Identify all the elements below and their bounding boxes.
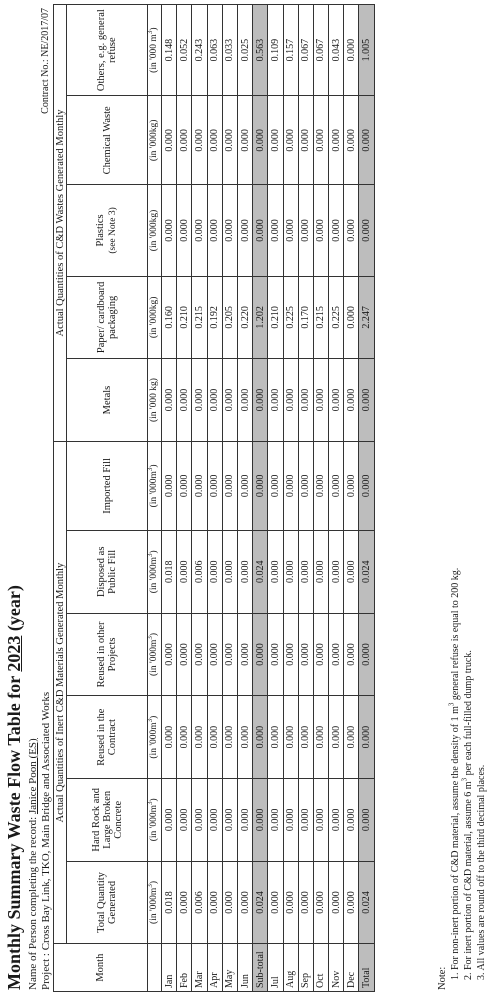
value-cell: 0.225 <box>329 276 344 359</box>
month-cell: Mar <box>192 944 207 992</box>
value-cell: 0.000 <box>207 359 222 442</box>
month-cell: Jul <box>268 944 283 992</box>
value-cell: 0.000 <box>237 96 252 185</box>
value-cell: 0.000 <box>298 861 313 944</box>
table-row <box>344 5 359 992</box>
value-cell: 0.563 <box>253 5 268 96</box>
value-cell: 0.000 <box>207 530 222 613</box>
unit-cell-blank <box>148 944 162 992</box>
value-cell: 0.052 <box>177 5 192 96</box>
value-cell: 0.243 <box>192 5 207 96</box>
value-cell: 0.000 <box>283 441 298 530</box>
value-cell: 0.000 <box>298 96 313 185</box>
value-cell: 0.000 <box>298 530 313 613</box>
value-cell: 0.000 <box>237 185 252 276</box>
group-inert-materials: Actual Quantities of Inert C&D Materials Generated Monthly <box>54 441 67 943</box>
value-cell: 0.000 <box>344 96 359 185</box>
value-cell: 0.000 <box>237 359 252 442</box>
unit-cell: (in '$000m^3$) <box>148 441 162 530</box>
value-cell: 0.000 <box>298 696 313 779</box>
value-cell: 0.000 <box>207 861 222 944</box>
value-cell: 0.024 <box>359 530 374 613</box>
value-cell: 0.000 <box>283 696 298 779</box>
value-cell: 0.000 <box>359 185 374 276</box>
unit-cell: (in '000kg) <box>148 96 162 185</box>
table-row <box>298 5 313 992</box>
month-cell: Oct <box>313 944 328 992</box>
unit-row <box>148 5 162 992</box>
unit-cell: (in '$000m^3$) <box>148 861 162 944</box>
value-cell: 0.000 <box>329 96 344 185</box>
value-cell: 0.018 <box>162 861 177 944</box>
value-cell: 0.000 <box>207 613 222 696</box>
value-cell: 2.247 <box>359 276 374 359</box>
value-cell: 0.000 <box>329 778 344 861</box>
plastics-note: (see Note 3) <box>108 207 118 254</box>
value-cell: 0.000 <box>253 185 268 276</box>
value-cell: 0.067 <box>298 5 313 96</box>
value-cell: 0.000 <box>359 778 374 861</box>
notes <box>436 568 488 990</box>
value-cell: 0.006 <box>192 530 207 613</box>
value-cell: 0.000 <box>237 861 252 944</box>
value-cell: 0.215 <box>313 276 328 359</box>
header-others: Others, e.g. general refuse <box>67 5 148 96</box>
value-cell: 0.000 <box>283 185 298 276</box>
value-cell: 0.024 <box>253 530 268 613</box>
value-cell: 0.000 <box>177 185 192 276</box>
value-cell: 0.000 <box>359 613 374 696</box>
month-cell: Aug <box>283 944 298 992</box>
value-cell: 0.000 <box>207 185 222 276</box>
value-cell: 0.000 <box>207 441 222 530</box>
table-row <box>283 5 298 992</box>
value-cell: 0.000 <box>329 359 344 442</box>
value-cell: 0.000 <box>283 613 298 696</box>
value-cell: 0.000 <box>313 530 328 613</box>
value-cell: 0.000 <box>222 778 237 861</box>
value-cell: 0.000 <box>268 613 283 696</box>
header-metals: Metals <box>67 359 148 442</box>
unit-cell: (in '$000m^3$) <box>148 613 162 696</box>
note-1: 1. For non-inert portion of C&D material, assume the density of 1 $m^3$ general refuse is equal to 200 kg. <box>447 567 461 980</box>
month-cell: Sep <box>298 944 313 992</box>
value-cell: 0.000 <box>237 441 252 530</box>
month-cell: Jun <box>237 944 252 992</box>
value-cell: 0.000 <box>313 613 328 696</box>
value-cell: 0.000 <box>313 96 328 185</box>
table-row <box>313 5 328 992</box>
value-cell: 0.000 <box>207 778 222 861</box>
month-cell: Total <box>359 944 374 992</box>
table-row <box>237 5 252 992</box>
contract-number: Contract No.: NE/2017/07 <box>40 8 51 114</box>
value-cell: 0.160 <box>162 276 177 359</box>
person-name: Janice Poon (ES) <box>27 738 39 815</box>
value-cell: 0.000 <box>344 276 359 359</box>
month-cell: Dec <box>344 944 359 992</box>
month-cell: Apr <box>207 944 222 992</box>
value-cell: 0.000 <box>222 96 237 185</box>
value-cell: 0.000 <box>344 5 359 96</box>
value-cell: 0.000 <box>162 359 177 442</box>
month-cell: Sub-total <box>253 944 268 992</box>
value-cell: 0.000 <box>283 530 298 613</box>
value-cell: 0.000 <box>192 613 207 696</box>
value-cell: 0.000 <box>329 441 344 530</box>
value-cell: 0.192 <box>207 276 222 359</box>
value-cell: 0.000 <box>344 861 359 944</box>
value-cell: 1.202 <box>253 276 268 359</box>
value-cell: 0.000 <box>162 96 177 185</box>
value-cell: 0.000 <box>162 441 177 530</box>
value-cell: 0.000 <box>253 696 268 779</box>
value-cell: 0.000 <box>192 359 207 442</box>
value-cell: 0.000 <box>313 185 328 276</box>
value-cell: 0.000 <box>283 359 298 442</box>
value-cell: 0.000 <box>298 441 313 530</box>
total-row <box>359 5 374 992</box>
table-row <box>177 5 192 992</box>
header-public-fill: Disposed as Public Fill <box>67 530 148 613</box>
value-cell: 0.170 <box>298 276 313 359</box>
value-cell: 0.000 <box>313 696 328 779</box>
value-cell: 0.000 <box>192 96 207 185</box>
unit-cell: (in '000 kg) <box>148 359 162 442</box>
value-cell: 0.210 <box>268 276 283 359</box>
value-cell: 0.000 <box>298 185 313 276</box>
value-cell: 0.033 <box>222 5 237 96</box>
value-cell: 0.000 <box>359 359 374 442</box>
unit-cell: (in '$000m^3$) <box>148 530 162 613</box>
unit-cell: (in '000kg) <box>148 276 162 359</box>
value-cell: 0.000 <box>359 696 374 779</box>
value-cell: 0.000 <box>207 696 222 779</box>
value-cell: 0.157 <box>283 5 298 96</box>
month-cell: Feb <box>177 944 192 992</box>
value-cell: 0.000 <box>253 359 268 442</box>
value-cell: 0.018 <box>162 530 177 613</box>
value-cell: 0.000 <box>268 96 283 185</box>
header-reused-contract: Reused in the Contract <box>67 696 148 779</box>
subtotal-row <box>253 5 268 992</box>
value-cell: 0.000 <box>359 441 374 530</box>
value-cell: 0.000 <box>283 861 298 944</box>
value-cell: 0.000 <box>162 613 177 696</box>
value-cell: 0.000 <box>298 778 313 861</box>
value-cell: 0.000 <box>253 778 268 861</box>
group-cd-wastes: Actual Quantities of C&D Wastes Generated Monthly <box>54 5 67 442</box>
value-cell: 0.000 <box>313 861 328 944</box>
value-cell: 0.000 <box>207 96 222 185</box>
value-cell: 0.000 <box>237 530 252 613</box>
value-cell: 0.000 <box>268 530 283 613</box>
value-cell: 0.024 <box>253 861 268 944</box>
value-cell: 0.000 <box>344 778 359 861</box>
value-cell: 0.000 <box>222 359 237 442</box>
value-cell: 0.000 <box>162 185 177 276</box>
value-cell: 0.210 <box>177 276 192 359</box>
value-cell: 0.000 <box>253 441 268 530</box>
value-cell: 0.215 <box>192 276 207 359</box>
header-month: Month <box>54 944 148 992</box>
value-cell: 0.000 <box>162 778 177 861</box>
notes-title: Note: <box>437 966 448 990</box>
value-cell: 0.000 <box>237 778 252 861</box>
value-cell: 0.220 <box>237 276 252 359</box>
project-name: Cross Bay Link, TKO, Main Bridge and Associated Works <box>40 691 52 951</box>
header-plastics: Plastics (see Note 3) <box>67 185 148 276</box>
value-cell: 0.000 <box>344 613 359 696</box>
value-cell: 0.000 <box>177 96 192 185</box>
table-row <box>222 5 237 992</box>
value-cell: 0.109 <box>268 5 283 96</box>
value-cell: 0.000 <box>192 778 207 861</box>
header-chemical: Chemical Waste <box>67 96 148 185</box>
value-cell: 0.000 <box>344 441 359 530</box>
value-cell: 0.000 <box>344 696 359 779</box>
project-line: Project : Cross Bay Link, TKO, Main Bridge and Associated Works <box>40 691 52 990</box>
value-cell: 0.000 <box>177 359 192 442</box>
value-cell: 0.205 <box>222 276 237 359</box>
value-cell: 0.006 <box>192 861 207 944</box>
value-cell: 0.000 <box>177 778 192 861</box>
value-cell: 0.000 <box>359 96 374 185</box>
value-cell: 0.000 <box>222 185 237 276</box>
value-cell: 0.000 <box>177 861 192 944</box>
value-cell: 0.000 <box>283 778 298 861</box>
waste-flow-table <box>53 4 375 992</box>
value-cell: 0.024 <box>359 861 374 944</box>
unit-cell: (in '$000m^3$) <box>148 696 162 779</box>
value-cell: 0.000 <box>222 613 237 696</box>
note-2: 2. For inert portion of C&D material, assume 6 $m^3$ per each full-filled dump truck. <box>460 650 474 980</box>
value-cell: 0.000 <box>329 185 344 276</box>
table-row <box>268 5 283 992</box>
month-cell: Nov <box>329 944 344 992</box>
header-hard-rock: Hard Rock and Large Broken Concrete <box>67 778 148 861</box>
value-cell: 0.000 <box>329 613 344 696</box>
value-cell: 0.000 <box>192 696 207 779</box>
value-cell: 0.000 <box>268 778 283 861</box>
value-cell: 0.067 <box>313 5 328 96</box>
value-cell: 0.000 <box>268 441 283 530</box>
unit-cell: (in '000 $m^3$) <box>148 5 162 96</box>
value-cell: 0.000 <box>313 359 328 442</box>
value-cell: 0.000 <box>222 861 237 944</box>
value-cell: 0.000 <box>253 613 268 696</box>
page-title: Monthly Summary Waste Flow Table for 2023 (year) <box>4 585 24 990</box>
table-row <box>207 5 222 992</box>
value-cell: 0.063 <box>207 5 222 96</box>
value-cell: 0.000 <box>177 530 192 613</box>
unit-cell: (in '$000m^3$) <box>148 778 162 861</box>
value-cell: 0.000 <box>237 696 252 779</box>
value-cell: 0.000 <box>344 359 359 442</box>
value-cell: 0.000 <box>268 185 283 276</box>
header-total-quantity: Total Quantity Generated <box>67 861 148 944</box>
unit-cell: (in '000kg) <box>148 185 162 276</box>
value-cell: 1.005 <box>359 5 374 96</box>
title-year: 2023 <box>4 635 24 672</box>
value-cell: 0.025 <box>237 5 252 96</box>
value-cell: 0.000 <box>268 696 283 779</box>
value-cell: 0.000 <box>313 441 328 530</box>
value-cell: 0.000 <box>313 778 328 861</box>
table-row <box>192 5 207 992</box>
header-reused-other: Reused in other Projects <box>67 613 148 696</box>
value-cell: 0.000 <box>329 861 344 944</box>
value-cell: 0.000 <box>162 696 177 779</box>
month-cell: Jan <box>162 944 177 992</box>
value-cell: 0.000 <box>222 530 237 613</box>
value-cell: 0.000 <box>329 696 344 779</box>
value-cell: 0.000 <box>222 441 237 530</box>
header-paper: Paper/ cardboard packaging <box>67 276 148 359</box>
value-cell: 0.000 <box>192 441 207 530</box>
value-cell: 0.148 <box>162 5 177 96</box>
person-completing: Name of Person completing the record: Janice Poon (ES) <box>27 738 39 990</box>
value-cell: 0.000 <box>344 530 359 613</box>
value-cell: 0.000 <box>177 613 192 696</box>
value-cell: 0.000 <box>298 359 313 442</box>
table-row <box>329 5 344 992</box>
value-cell: 0.000 <box>177 696 192 779</box>
value-cell: 0.000 <box>192 185 207 276</box>
value-cell: 0.000 <box>344 185 359 276</box>
value-cell: 0.000 <box>177 441 192 530</box>
value-cell: 0.000 <box>253 96 268 185</box>
value-cell: 0.000 <box>268 861 283 944</box>
value-cell: 0.000 <box>283 96 298 185</box>
value-cell: 0.000 <box>268 359 283 442</box>
value-cell: 0.000 <box>222 696 237 779</box>
value-cell: 0.225 <box>283 276 298 359</box>
value-cell: 0.000 <box>298 613 313 696</box>
value-cell: 0.043 <box>329 5 344 96</box>
table-row <box>162 5 177 992</box>
value-cell: 0.000 <box>237 613 252 696</box>
month-cell: May <box>222 944 237 992</box>
header-imported-fill: Imported Fill <box>67 441 148 530</box>
value-cell: 0.000 <box>329 530 344 613</box>
note-3: 3. All values are round off to the third decimal places. <box>476 764 487 980</box>
